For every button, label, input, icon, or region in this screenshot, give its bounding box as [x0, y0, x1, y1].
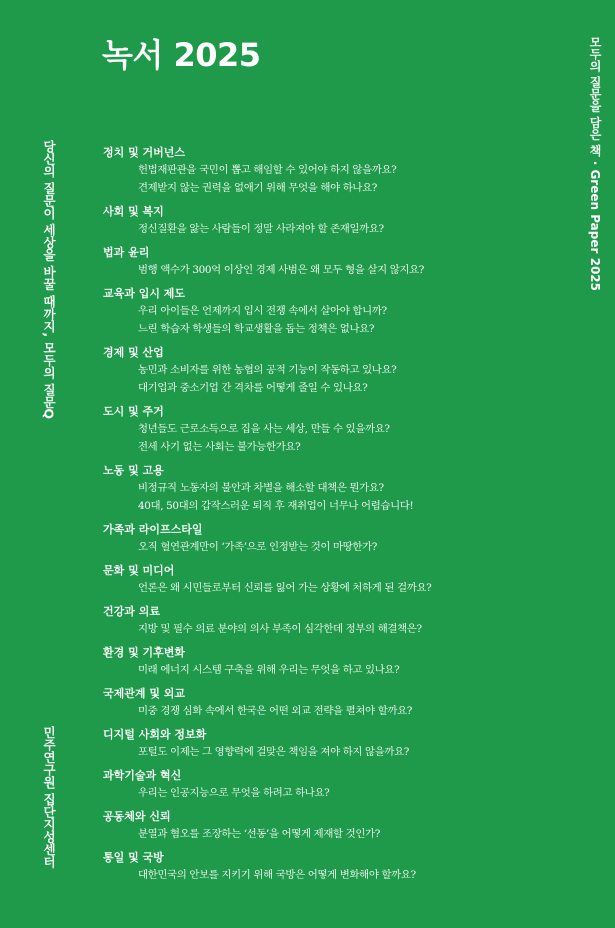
- table-of-contents: [103, 145, 573, 891]
- toc-section: [103, 345, 573, 397]
- toc-section: [103, 463, 573, 515]
- question-item: 전세 사기 없는 사회는 불가능한가요?: [138, 441, 301, 453]
- question-item: 포털도 이제는 그 영향력에 걸맞은 책임을 져야 하지 않을까요?: [138, 746, 410, 758]
- category-heading: 건강과 의료: [103, 605, 160, 618]
- question-item: 견제받지 않는 권력을 없애기 위해 무엇을 해야 하나요?: [138, 182, 378, 194]
- category-heading: 환경 및 기후변화: [103, 646, 186, 659]
- question-item: 미중 경쟁 심화 속에서 한국은 어떤 외교 전략을 펼쳐야 할까요?: [138, 705, 412, 717]
- toc-section: [103, 522, 573, 556]
- category-heading: 국제관계 및 외교: [103, 687, 186, 700]
- toc-section: [103, 204, 573, 238]
- category-heading: 정치 및 거버넌스: [103, 146, 186, 159]
- question-item: 농민과 소비자를 위한 농협의 공적 기능이 작동하고 있나요?: [138, 364, 397, 376]
- question-item: 지방 및 필수 의료 분야의 의사 부족이 심각한데 정부의 해결책은?: [138, 623, 422, 635]
- category-heading: 디지털 사회와 정보화: [103, 728, 207, 741]
- question-item: 청년들도 근로소득으로 집을 사는 세상, 만들 수 있을까요?: [138, 423, 390, 435]
- category-heading: 법과 윤리: [103, 246, 150, 259]
- toc-section: [103, 727, 573, 761]
- question-item: 대기업과 중소기업 간 격차를 어떻게 줄일 수 있나요?: [138, 382, 368, 394]
- category-heading: 노동 및 고용: [103, 464, 164, 477]
- question-item: 언론은 왜 시민들로부터 신뢰를 잃어 가는 상황에 처하게 된 걸까요?: [138, 582, 432, 594]
- category-heading: 통일 및 국방: [103, 851, 164, 864]
- question-item: 비정규직 노동자의 불안과 차별을 해소할 대책은 뭔가요?: [138, 482, 384, 494]
- category-heading: 경제 및 산업: [103, 346, 164, 359]
- toc-section: [103, 645, 573, 679]
- question-item: 우리는 인공지능으로 무엇을 하려고 하나요?: [138, 787, 330, 799]
- category-heading: 도시 및 주거: [103, 405, 164, 418]
- publisher-name: 민주연구원 집단지성센터: [41, 726, 57, 868]
- toc-section: [103, 850, 573, 884]
- question-item: 미래 에너지 시스템 구축을 위해 우리는 무엇을 하고 있나요?: [138, 664, 400, 676]
- question-item: 40대, 50대의 갑작스러운 퇴직 후 재취업이 너무나 어렵습니다!: [138, 500, 414, 512]
- question-item: 범행 액수가 300억 이상인 경제 사범은 왜 모두 형을 살지 않지요?: [138, 264, 425, 276]
- category-heading: 사회 및 복지: [103, 205, 164, 218]
- category-heading: 문화 및 미디어: [103, 564, 175, 577]
- question-item: 오직 혈연관계만이 ‘가족’으로 인정받는 것이 마땅한가?: [138, 541, 378, 553]
- question-item: 느린 학습자 학생들의 학교생활을 돕는 정책은 없나요?: [138, 323, 375, 335]
- question-item: 대한민국의 안보를 지키기 위해 국방은 어떻게 변화해야 할까요?: [138, 869, 416, 881]
- toc-section: [103, 286, 573, 338]
- side-subtitle-right: 모두의 질문을 담은 책 · Green Paper 2025: [588, 36, 602, 292]
- toc-section: [103, 768, 573, 802]
- question-item: 우리 아이들은 언제까지 입시 전쟁 속에서 살아야 합니까?: [138, 305, 387, 317]
- side-tagline-left: 당신의 질문이 세상을 바꿀 때까지, 모두의 질문Q: [41, 140, 57, 419]
- toc-section: [103, 563, 573, 597]
- category-heading: 공동체와 신뢰: [103, 810, 171, 823]
- toc-section: [103, 809, 573, 843]
- toc-section: [103, 686, 573, 720]
- toc-section: [103, 245, 573, 279]
- toc-section: [103, 404, 573, 456]
- book-title: 녹서 2025: [102, 36, 261, 74]
- category-heading: 가족과 라이프스타일: [103, 523, 203, 536]
- question-item: 분열과 혐오를 조장하는 ‘선동’을 어떻게 제재할 것인가?: [138, 828, 380, 840]
- question-item: 헌법재판관을 국민이 뽑고 해임할 수 있어야 하지 않을까요?: [138, 164, 397, 176]
- toc-section: [103, 604, 573, 638]
- category-heading: 교육과 입시 제도: [103, 287, 186, 300]
- toc-section: [103, 145, 573, 197]
- category-heading: 과학기술과 혁신: [103, 769, 182, 782]
- question-item: 정신질환을 앓는 사람들이 정말 사라져야 할 존재일까요?: [138, 223, 384, 235]
